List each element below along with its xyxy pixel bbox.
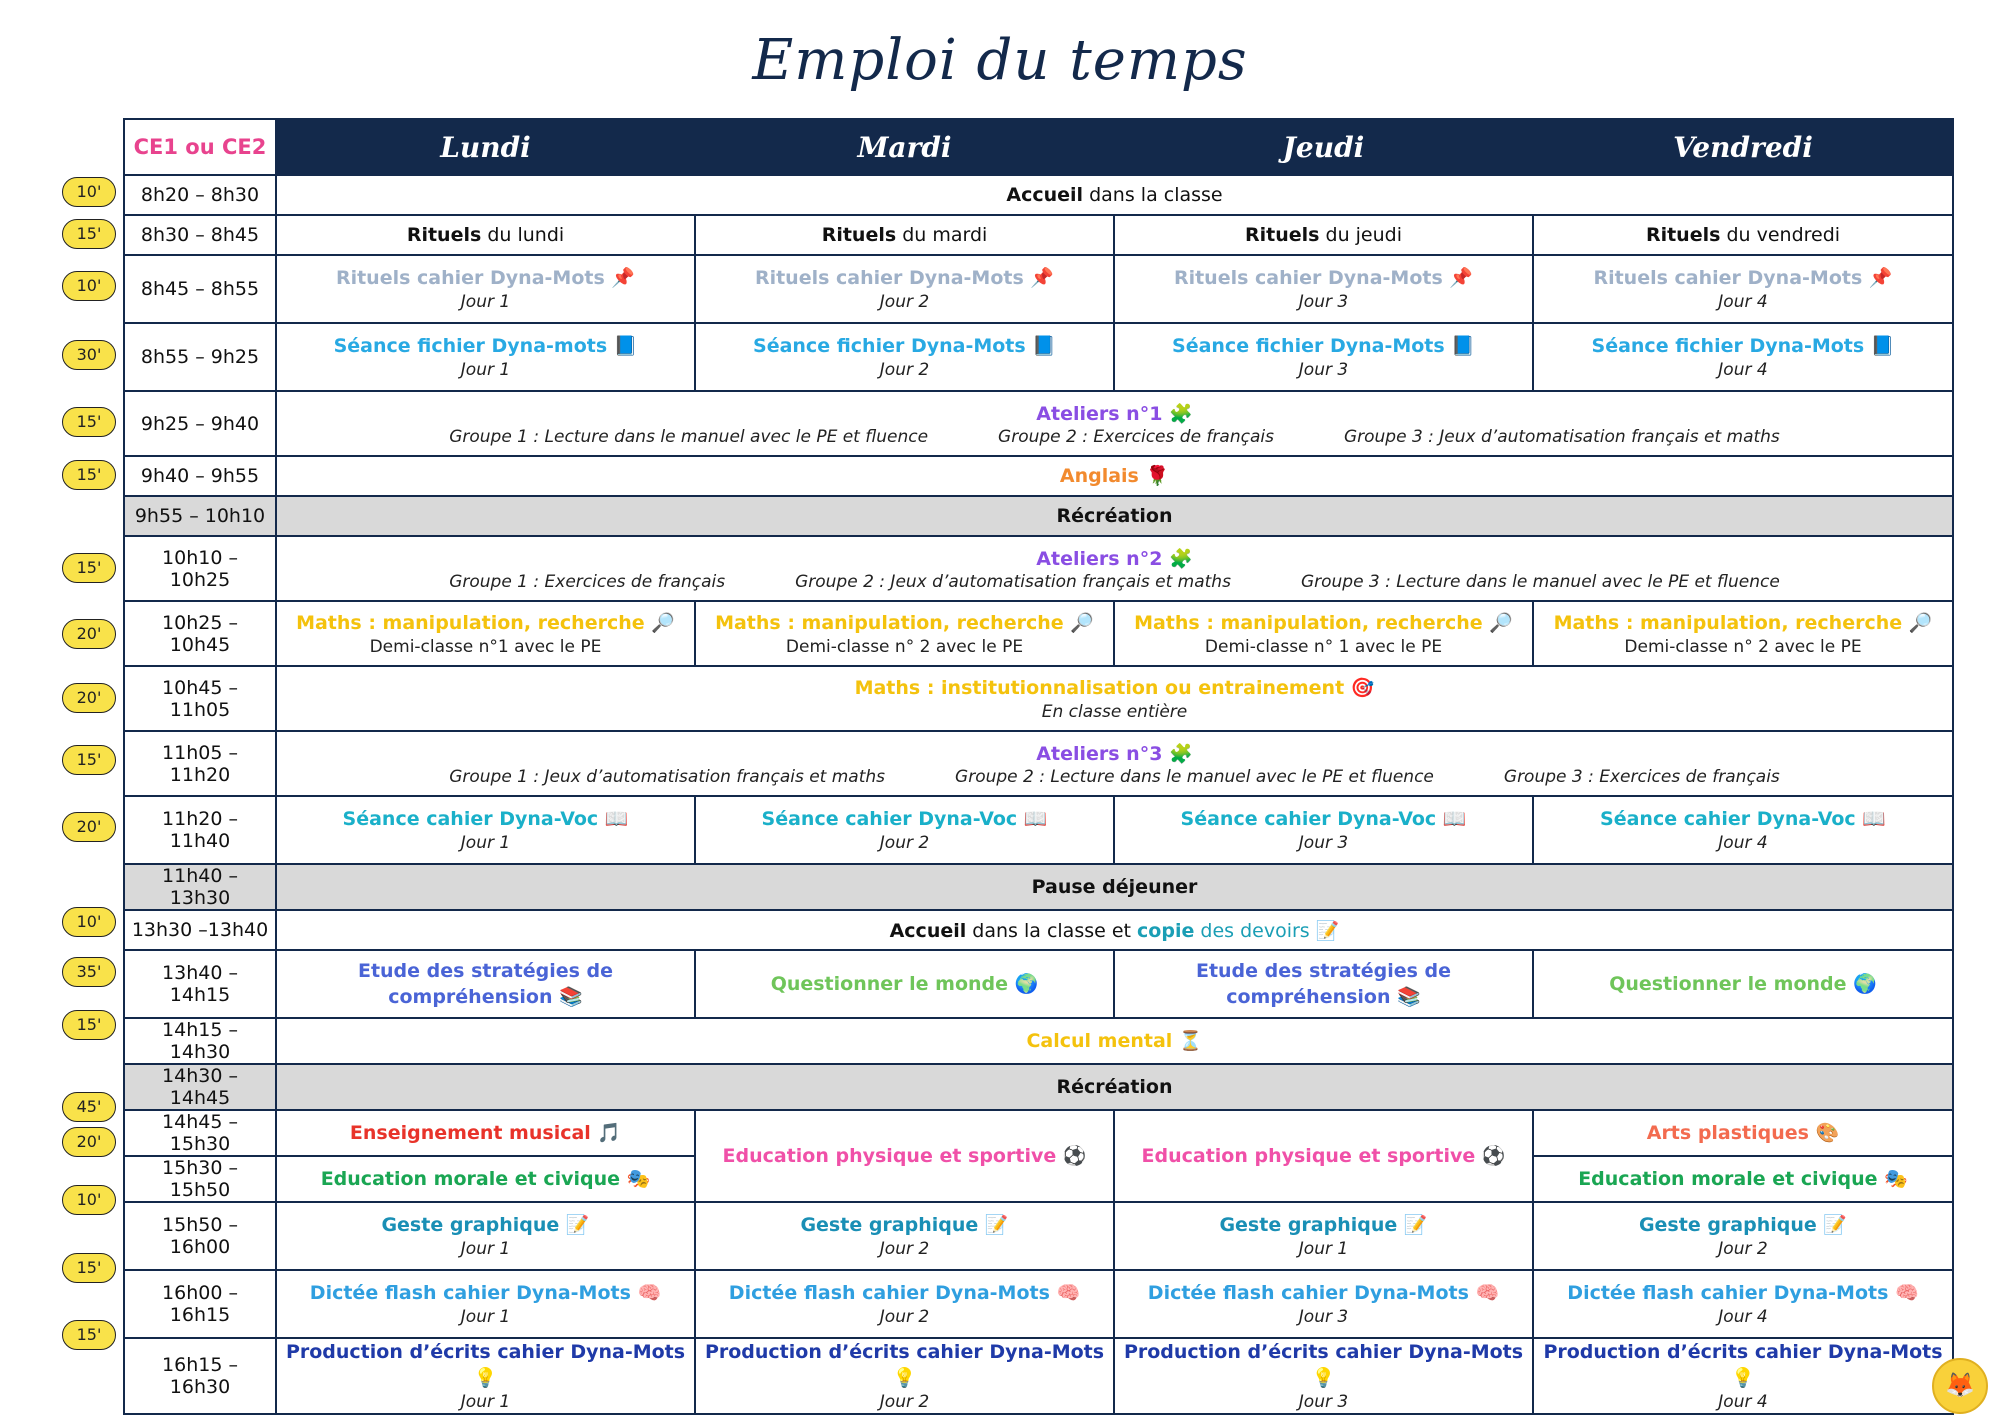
group-item: Groupe 3 : Lecture dans le manuel avec le PE et fluence [1300, 571, 1780, 592]
day-cell [1533, 1270, 1953, 1338]
activity-title: Education morale et civique 🎭 [320, 1168, 651, 1190]
activity-sub: Jour 3 [1298, 833, 1349, 853]
day-cell [276, 1110, 695, 1156]
activity-title: Rituels cahier Dyna-Mots 📌 [1173, 267, 1474, 289]
group-item: Groupe 2 : Jeux d’automatisation français et maths [795, 571, 1231, 592]
activity-title: Anglais 🌹 [1059, 465, 1170, 487]
group-item: Groupe 3 : Jeux d’automatisation français et maths [1343, 426, 1780, 447]
time-slot: 9h40 – 9h55 [124, 456, 276, 496]
group-list [281, 572, 1948, 592]
timetable [123, 118, 1954, 1415]
activity-title: Ateliers n°2 🧩 [1036, 547, 1193, 570]
schedule-row [124, 1338, 1953, 1414]
day-cell [695, 950, 1114, 1018]
span-cell [276, 1064, 1953, 1110]
day-cell [1114, 1202, 1533, 1270]
activity-sub: Jour 2 [879, 1307, 930, 1327]
header-row [124, 119, 1953, 175]
duration-badge: 10' [62, 177, 116, 207]
duration-badge: 20' [62, 619, 116, 649]
schedule-row [124, 1018, 1953, 1064]
schedule-row [124, 175, 1953, 215]
page-title: Emploi du temps [752, 28, 1248, 93]
activity-title: Calcul mental ⏳ [1026, 1030, 1203, 1052]
cell-text: du vendredi [1720, 224, 1841, 246]
day-cell [1533, 255, 1953, 323]
day-cell [1533, 601, 1953, 666]
duration-badge: 15' [62, 407, 116, 437]
activity-sub: Jour 3 [1298, 1392, 1349, 1412]
schedule-row [124, 666, 1953, 731]
day-header-vendredi: Vendredi [1533, 119, 1953, 175]
day-cell [695, 215, 1114, 255]
activity-sub: Jour 1 [460, 292, 511, 312]
group-item: Groupe 2 : Exercices de français [998, 426, 1274, 447]
group-item: Groupe 2 : Lecture dans le manuel avec le PE et fluence [955, 766, 1434, 787]
activity-sub: Jour 3 [1298, 1307, 1349, 1327]
cell-text: dans la classe et [966, 919, 1138, 942]
day-cell [1114, 323, 1533, 391]
day-cell [1114, 1110, 1533, 1202]
activity-sub: Jour 4 [1718, 1307, 1768, 1327]
day-cell [695, 1270, 1114, 1338]
activity-title: Séance cahier Dyna-Voc 📖 [1180, 808, 1467, 830]
activity-title: Production d’écrits cahier Dyna-Mots 💡 [285, 1341, 686, 1389]
activity-title: Séance fichier Dyna-Mots 📘 [1172, 335, 1475, 357]
activity-sub: Jour 4 [1718, 833, 1768, 853]
time-slot: 15h50 – 16h00 [124, 1202, 276, 1270]
span-cell [276, 666, 1953, 731]
schedule-row [124, 1110, 1953, 1156]
activity-title: Ateliers n°1 🧩 [1036, 402, 1193, 425]
duration-badge: 10' [62, 271, 116, 301]
schedule-row [124, 1202, 1953, 1270]
day-cell [695, 323, 1114, 391]
schedule-row [124, 215, 1953, 255]
day-cell [695, 1338, 1114, 1414]
duration-badge: 20' [62, 683, 116, 713]
time-slot: 8h45 – 8h55 [124, 255, 276, 323]
day-cell [276, 323, 695, 391]
duration-badge: 45' [62, 1092, 116, 1122]
day-cell [1114, 601, 1533, 666]
activity-title: Geste graphique 📝 [1219, 1214, 1428, 1236]
activity-sub: Jour 1 [460, 360, 511, 380]
activity-title: Maths : manipulation, recherche 🔎 [715, 611, 1094, 634]
schedule-row [124, 323, 1953, 391]
activity-title: Maths : manipulation, recherche 🔎 [296, 611, 675, 634]
activity-title: Séance fichier Dyna-Mots 📘 [753, 335, 1056, 357]
activity-sub: Jour 3 [1298, 360, 1349, 380]
day-cell [276, 215, 695, 255]
time-slot: 15h30 – 15h50 [124, 1156, 276, 1202]
activity-title: Séance fichier Dyna-mots 📘 [333, 335, 638, 357]
activity-sub: Jour 2 [879, 1392, 930, 1412]
day-cell [276, 601, 695, 666]
duration-badge: 15' [62, 219, 116, 249]
day-cell [276, 950, 695, 1018]
activity-title: Education physique et sportive ⚽ [722, 1145, 1087, 1167]
activity-sub: Demi-classe n° 2 avec le PE [785, 636, 1024, 657]
day-cell [1114, 215, 1533, 255]
schedule-row [124, 456, 1953, 496]
schedule-row [124, 391, 1953, 456]
day-cell [276, 796, 695, 864]
activity-title: Dictée flash cahier Dyna-Mots 🧠 [1147, 1282, 1500, 1304]
schedule-row [124, 796, 1953, 864]
activity-title: Séance cahier Dyna-Voc 📖 [342, 808, 629, 830]
schedule-row [124, 1270, 1953, 1338]
activity-title: Enseignement musical 🎵 [349, 1122, 622, 1144]
cell-bold: Rituels [1645, 224, 1721, 246]
span-cell [276, 496, 1953, 536]
cell-bold: Accueil [889, 919, 967, 942]
schedule-row [124, 731, 1953, 796]
activity-sub: Jour 1 [460, 833, 511, 853]
time-slot: 11h40 – 13h30 [124, 864, 276, 910]
activity-sub: Jour 2 [879, 1239, 930, 1259]
duration-badge: 15' [62, 1010, 116, 1040]
time-slot: 13h30 –13h40 [124, 910, 276, 950]
activity-title: Production d’écrits cahier Dyna-Mots 💡 [704, 1341, 1105, 1389]
cell-text: dans la classe [1083, 184, 1223, 206]
activity-sub: En classe entière [1041, 701, 1188, 722]
day-cell [1533, 796, 1953, 864]
cell-text: des devoirs 📝 [1194, 919, 1340, 942]
day-cell [1533, 215, 1953, 255]
activity-sub: Jour 1 [460, 1392, 511, 1412]
activity-title: Séance cahier Dyna-Voc 📖 [761, 808, 1048, 830]
day-header-mardi: Mardi [695, 119, 1114, 175]
day-header-lundi: Lundi [276, 119, 695, 175]
duration-badge: 20' [62, 812, 116, 842]
day-cell [276, 1338, 695, 1414]
schedule-row [124, 255, 1953, 323]
day-cell [695, 1110, 1114, 1202]
time-slot: 10h25 – 10h45 [124, 601, 276, 666]
activity-sub: Jour 1 [460, 1307, 511, 1327]
time-slot: 11h05 – 11h20 [124, 731, 276, 796]
activity-title: Rituels cahier Dyna-Mots 📌 [335, 267, 636, 289]
day-cell [1533, 1156, 1953, 1202]
activity-sub: Jour 1 [1298, 1239, 1349, 1259]
group-item: Groupe 3 : Exercices de français [1503, 766, 1780, 787]
time-slot: 14h15 – 14h30 [124, 1018, 276, 1064]
activity-sub: Jour 4 [1718, 292, 1768, 312]
day-cell [1114, 1270, 1533, 1338]
time-slot: 8h20 – 8h30 [124, 175, 276, 215]
time-slot: 10h45 – 11h05 [124, 666, 276, 731]
activity-title: Maths : manipulation, recherche 🔎 [1134, 611, 1513, 634]
activity-title: Questionner le monde 🌍 [770, 973, 1039, 995]
group-list [281, 427, 1948, 447]
activity-title: Geste graphique 📝 [381, 1214, 590, 1236]
schedule-row [124, 910, 1953, 950]
span-cell [276, 536, 1953, 601]
activity-sub: Demi-classe n° 2 avec le PE [1624, 636, 1862, 657]
activity-title: Geste graphique 📝 [1638, 1214, 1848, 1236]
day-cell [1533, 323, 1953, 391]
duration-badge: 10' [62, 907, 116, 937]
time-slot: 16h15 – 16h30 [124, 1338, 276, 1414]
span-cell [276, 175, 1953, 215]
time-slot: 9h25 – 9h40 [124, 391, 276, 456]
schedule-row [124, 1064, 1953, 1110]
day-cell [695, 796, 1114, 864]
activity-title: Dictée flash cahier Dyna-Mots 🧠 [728, 1282, 1081, 1304]
activity-title: Séance fichier Dyna-Mots 📘 [1591, 335, 1895, 357]
activity-sub: Jour 2 [1718, 1239, 1768, 1259]
day-cell [276, 255, 695, 323]
activity-sub: Jour 4 [1718, 1392, 1768, 1412]
day-cell [276, 1156, 695, 1202]
activity-sub: Jour 2 [879, 360, 930, 380]
cell-text: du mardi [896, 224, 988, 246]
activity-title: Etude des stratégies de compréhension 📚 [1195, 960, 1452, 1008]
time-slot: 14h45 – 15h30 [124, 1110, 276, 1156]
day-cell [1533, 950, 1953, 1018]
activity-title: Dictée flash cahier Dyna-Mots 🧠 [1567, 1282, 1919, 1304]
duration-badge: 30' [62, 340, 116, 370]
day-cell [1533, 1338, 1953, 1414]
day-cell [695, 601, 1114, 666]
group-list [281, 767, 1948, 787]
time-slot: 10h10 – 10h25 [124, 536, 276, 601]
time-slot: 14h30 – 14h45 [124, 1064, 276, 1110]
time-slot: 11h20 – 11h40 [124, 796, 276, 864]
day-cell [276, 1202, 695, 1270]
activity-title: Maths : institutionnalisation ou entrainement 🎯 [854, 676, 1375, 699]
cell-bold: Rituels [821, 224, 897, 246]
group-item: Groupe 1 : Jeux d’automatisation français et maths [449, 766, 886, 787]
day-cell [1533, 1202, 1953, 1270]
cell-text: du lundi [481, 224, 565, 246]
duration-badge: 15' [62, 460, 116, 490]
day-cell [276, 1270, 695, 1338]
schedule-row [124, 496, 1953, 536]
activity-title: Education morale et civique 🎭 [1578, 1168, 1908, 1190]
day-cell [1114, 1338, 1533, 1414]
activity-title: Ateliers n°3 🧩 [1036, 742, 1193, 765]
day-header-jeudi: Jeudi [1114, 119, 1533, 175]
span-cell [276, 731, 1953, 796]
group-item: Groupe 1 : Lecture dans le manuel avec le PE et fluence [449, 426, 929, 447]
activity-title: Arts plastiques 🎨 [1646, 1122, 1840, 1144]
activity-title: Séance cahier Dyna-Voc 📖 [1600, 808, 1886, 830]
span-cell [276, 910, 1953, 950]
activity-title: Rituels cahier Dyna-Mots 📌 [754, 267, 1055, 289]
duration-badge: 15' [62, 1253, 116, 1283]
activity-title: Maths : manipulation, recherche 🔎 [1553, 611, 1933, 634]
cell-bold: Accueil [1006, 184, 1084, 206]
activity-title: Questionner le monde 🌍 [1609, 973, 1877, 995]
activity-title: Récréation [1056, 1076, 1173, 1098]
activity-sub: Demi-classe n°1 avec le PE [369, 636, 602, 657]
activity-title: Production d’écrits cahier Dyna-Mots 💡 [1123, 1341, 1524, 1389]
span-cell [276, 456, 1953, 496]
activity-title: Rituels cahier Dyna-Mots 📌 [1593, 267, 1893, 289]
schedule-row [124, 950, 1953, 1018]
activity-title: Récréation [1056, 505, 1173, 527]
group-item: Groupe 1 : Exercices de français [449, 571, 726, 592]
schedule-row [124, 601, 1953, 666]
duration-badge: 35' [62, 957, 116, 987]
day-cell [1533, 1110, 1953, 1156]
time-slot: 16h00 – 16h15 [124, 1270, 276, 1338]
day-cell [695, 255, 1114, 323]
span-cell [276, 391, 1953, 456]
activity-sub: Demi-classe n° 1 avec le PE [1204, 636, 1443, 657]
activity-title: Production d’écrits cahier Dyna-Mots 💡 [1543, 1341, 1943, 1389]
cell-bold: Rituels [406, 224, 482, 246]
day-cell [1114, 796, 1533, 864]
class-label: CE1 ou CE2 [124, 119, 276, 175]
cell-bold: Rituels [1245, 224, 1320, 246]
duration-badge: 20' [62, 1127, 116, 1157]
span-cell [276, 864, 1953, 910]
activity-sub: Jour 1 [460, 1239, 511, 1259]
activity-title: Dictée flash cahier Dyna-Mots 🧠 [309, 1282, 662, 1304]
time-slot: 8h55 – 9h25 [124, 323, 276, 391]
activity-title: Etude des stratégies de compréhension 📚 [357, 960, 614, 1008]
activity-sub: Jour 2 [879, 833, 930, 853]
activity-title: Pause déjeuner [1031, 876, 1198, 898]
activity-sub: Jour 3 [1298, 292, 1349, 312]
duration-badge: 15' [62, 1320, 116, 1350]
day-cell [1114, 950, 1533, 1018]
time-slot: 9h55 – 10h10 [124, 496, 276, 536]
activity-sub: Jour 4 [1718, 360, 1768, 380]
cell-bold: copie [1137, 919, 1195, 942]
schedule-row [124, 536, 1953, 601]
fox-graduation-cap-icon: 🦊 [1932, 1358, 1988, 1414]
schedule-row [124, 864, 1953, 910]
day-cell [695, 1202, 1114, 1270]
time-slot: 8h30 – 8h45 [124, 215, 276, 255]
time-slot: 13h40 – 14h15 [124, 950, 276, 1018]
duration-badge: 15' [62, 553, 116, 583]
activity-sub: Jour 2 [879, 292, 930, 312]
span-cell [276, 1018, 1953, 1064]
day-cell [1114, 255, 1533, 323]
cell-text: du jeudi [1319, 224, 1402, 246]
duration-badge: 10' [62, 1185, 116, 1215]
activity-title: Education physique et sportive ⚽ [1141, 1145, 1506, 1167]
duration-badge: 15' [62, 745, 116, 775]
activity-title: Geste graphique 📝 [800, 1214, 1009, 1236]
